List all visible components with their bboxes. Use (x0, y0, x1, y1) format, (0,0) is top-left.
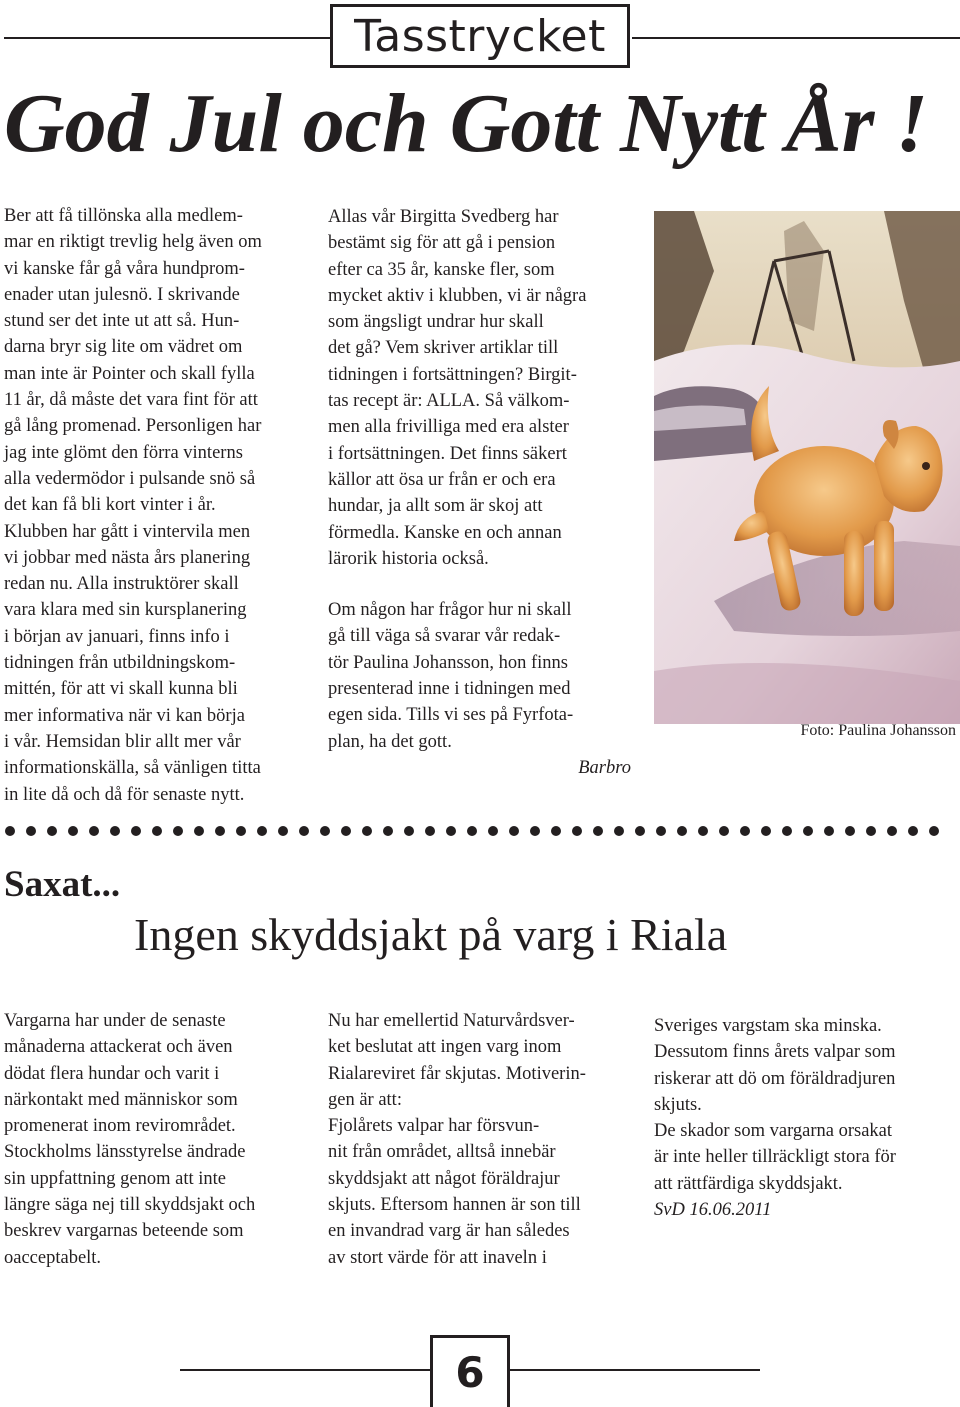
text-line: Vargarna har under de senaste (4, 1011, 226, 1031)
article2-column-2 (328, 1008, 638, 1271)
text-line: De skador som vargarna orsakat (654, 1121, 893, 1142)
text-line: tör Paulina Johansson, hon finns (328, 652, 568, 673)
text-line: 11 år, då måste det vara fint för att (4, 390, 258, 411)
text-line: informationskälla, så vänligen titta (4, 758, 261, 779)
signature: Barbro (578, 757, 631, 778)
text-line: skjuts. (654, 1094, 702, 1115)
text-line: tas recept är: ALLA. Så välkom- (328, 391, 570, 412)
text-line: mer informativa när vi kan börja (4, 705, 245, 726)
text-line: hundar, ja allt som är skoj att (328, 496, 543, 517)
text-line: gen är att: (328, 1089, 402, 1110)
text-line: bestämt sig för att gå i pension (328, 233, 556, 254)
text-line: tidningen från utbildningskom- (4, 653, 236, 674)
text-line: det gå? Vem skriver artiklar till (328, 338, 559, 359)
page-number: 6 (455, 1348, 485, 1397)
page-number-box (430, 1335, 510, 1407)
paragraph (328, 204, 643, 572)
article1-column-2 (328, 204, 643, 781)
text-line: vara klara med sin kursplanering (4, 600, 247, 621)
photo-caption: Foto: Paulina Johansson (800, 722, 956, 739)
text-line: vi jobbar med nästa års planering (4, 547, 251, 568)
text-line: i fortsättningen. Det finns säkert (328, 443, 567, 464)
text-line: som ängsligt undrar hur skall (328, 312, 544, 333)
text-line: Om någon har frågor hur ni skall (328, 600, 572, 621)
text-line: dödat flera hundar och varit i (4, 1063, 220, 1084)
text-line: egen sida. Tills vi ses på Fyrfota- (328, 705, 574, 726)
text-line: man inte är Pointer och skall fylla (4, 363, 255, 384)
text-line: mar en riktigt trevlig helg även om (4, 232, 262, 253)
text-line: lärorik historia också. (328, 548, 489, 569)
text-line: jag inte glömt den förra vinterns (4, 442, 243, 463)
text-line: vi kanske får gå våra hundprom- (4, 258, 245, 279)
text-line: alla vedermödor i pulsande snö så (4, 468, 256, 489)
text-line: Fjolårets valpar har försvun- (328, 1116, 540, 1137)
article-title: Ingen skyddsjakt på varg i Riala (134, 909, 728, 960)
text-line: in lite då och då för senaste nytt. (4, 784, 245, 805)
text-line: skjuts. Eftersom hannen är son till (328, 1195, 581, 1216)
footer-rule-left (180, 1369, 430, 1371)
text-line: att rättfärdiga skyddsjakt. (654, 1173, 843, 1194)
text-line: tidningen i fortsättningen? Birgit- (328, 364, 577, 385)
text-line: förmedla. Kanske en och annan (328, 522, 562, 543)
masthead-box (330, 4, 630, 68)
text-line: mittén, för att vi skall kunna bli (4, 679, 238, 700)
masthead-rule-right (632, 37, 960, 39)
text-line: gå till väga så svarar vår redak- (328, 626, 561, 647)
dotted-divider (4, 822, 944, 840)
text-line: längre säga nej till skyddsjakt och (4, 1195, 256, 1216)
text-line: i vår. Hemsidan blir allt mer vår (4, 731, 241, 752)
page-headline: God Jul och Gott Nytt År ! (4, 77, 929, 170)
text-line: Rialareviret får skjutas. Motiverin- (328, 1063, 586, 1084)
text-line: skyddsjakt att något föräldrajur (328, 1168, 560, 1189)
text-line: plan, ha det gott. (328, 731, 452, 752)
text-line: Stockholms länsstyrelse ändrade (4, 1142, 246, 1163)
text-line: månaderna attackerat och även (4, 1037, 233, 1058)
text-line: ket beslutat att ingen varg inom (328, 1037, 562, 1058)
masthead-title: Tasstrycket (354, 10, 606, 62)
article2-column-1 (4, 1008, 304, 1271)
text-line: källor att ösa ur från er och era (328, 469, 556, 490)
text-line: Nu har emellertid Naturvårdsver- (328, 1011, 575, 1031)
text-line: efter ca 35 år, kanske fler, som (328, 259, 555, 280)
text-line: redan nu. Alla instruktörer skall (4, 574, 239, 595)
text-line: Dessutom finns årets valpar som (654, 1042, 896, 1063)
text-line: promenerat inom revirområdet. (4, 1116, 236, 1137)
article1-column-1 (4, 203, 319, 808)
text-line: riskerar att dö om föräldradjuren (654, 1068, 896, 1089)
text-line: presenterad inne i tidningen med (328, 679, 571, 700)
text-line: beskrev vargarnas beteende som (4, 1221, 244, 1242)
dog-in-snow-photo (654, 211, 960, 724)
text-line: gå lång promenad. Personligen har (4, 416, 262, 437)
footer-rule-right (510, 1369, 760, 1371)
article2-column-3 (654, 1013, 954, 1223)
text-line: det kan få bli kort vinter i år. (4, 495, 216, 516)
text-line: nit från området, alltså innebär (328, 1142, 556, 1163)
text-line: sin uppfattning genom att inte (4, 1168, 226, 1189)
text-line: av stort värde för att inaveln i (328, 1247, 547, 1268)
text-line: oacceptabelt. (4, 1247, 102, 1268)
section-kicker: Saxat... (4, 864, 121, 905)
text-line: enader utan julesnö. I skrivande (4, 284, 240, 305)
text-line: men alla frivilliga med era alster (328, 417, 569, 438)
text-line: Sveriges vargstam ska minska. (654, 1016, 882, 1036)
text-line: Ber att få tillönska alla medlem- (4, 206, 243, 226)
text-line: en invandrad varg är han således (328, 1221, 570, 1242)
text-line: är inte heller tillräckligt stora för (654, 1147, 896, 1168)
text-line: närkontakt med människor som (4, 1089, 238, 1110)
text-line: stund ser det inte ut att så. Hun- (4, 311, 240, 332)
paragraph (328, 597, 643, 755)
text-line: darna bryr sig lite om vädret om (4, 337, 243, 358)
masthead-rule-left (4, 37, 330, 39)
text-line: Klubben har gått i vintervila men (4, 521, 251, 542)
text-line: Allas vår Birgitta Svedberg har (328, 207, 559, 227)
text-line: i början av januari, finns info i (4, 626, 230, 647)
source-citation: SvD 16.06.2011 (654, 1200, 772, 1221)
text-line: mycket aktiv i klubben, vi är några (328, 285, 587, 306)
